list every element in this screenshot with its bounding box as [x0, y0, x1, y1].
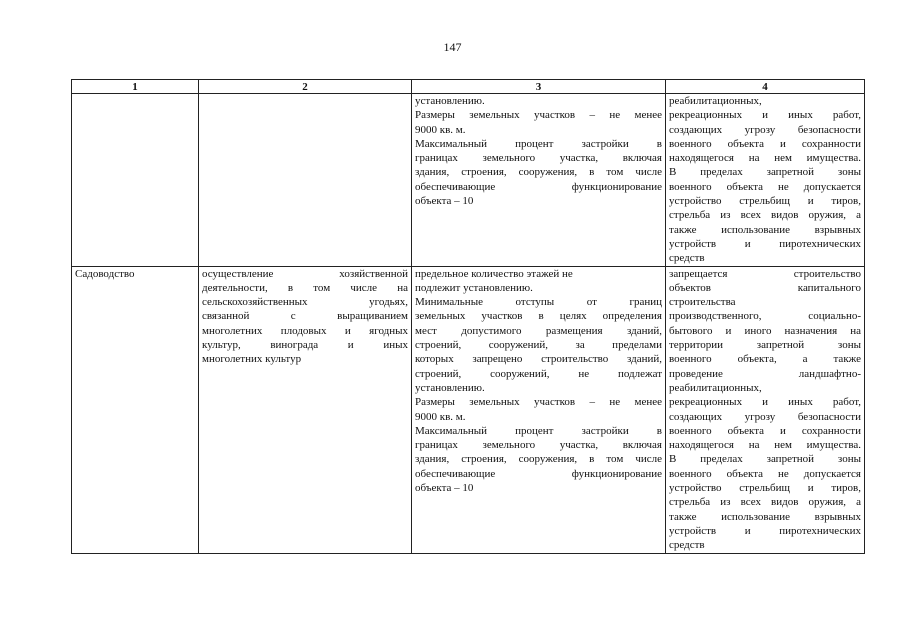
cell-text-line: объекта – 10 [415, 482, 474, 495]
cell-text-line: объекта – 10 [415, 195, 474, 208]
cell-text-line: которых запрещено строительство зданий, [415, 353, 662, 366]
cell-text-line: объектов капитального [669, 281, 861, 294]
cell-text-line: производственного, социально- [669, 310, 861, 323]
row2-col4 [666, 266, 865, 553]
cell-text-line: мест допустимого размещения зданий, [415, 324, 662, 337]
table-row [72, 266, 865, 553]
cell-text-line: бытового и иного назначения на [669, 324, 861, 337]
cell-text-line: 9000 кв. м. [415, 410, 466, 423]
cell-text-line: также использование взрывных [669, 510, 861, 523]
cell-text-line: находящегося на нем имущества. [669, 152, 861, 165]
cell-text-line: рекреационных и иных работ, [669, 109, 861, 122]
row1-col2 [199, 94, 412, 267]
cell-text-line: Размеры земельных участков – не менее [415, 396, 662, 409]
table-row [72, 94, 865, 267]
cell-text-line: сельскохозяйственных угодьях, [202, 296, 408, 309]
cell-text-line: устройство стрельбищ и тиров, [669, 482, 861, 495]
row1-col4 [666, 94, 865, 267]
cell-text-line: военного объекта не допускается [669, 467, 861, 480]
cell-text-line: В пределах запретной зоны [669, 453, 861, 466]
cell-text-line: также использование взрывных [669, 223, 861, 236]
cell-text-line: средств [669, 252, 705, 265]
cell-text-line: предельное количество этажей не [415, 267, 573, 280]
cell-text-line: устройство стрельбищ и тиров, [669, 195, 861, 208]
cell-text-line: здания, строения, сооружения, в том числе [415, 166, 662, 179]
cell-text-line: военного объекта и сохранности [669, 424, 861, 437]
cell-text-line: военного объекта не допускается [669, 180, 861, 193]
header-col-2: 2 [199, 80, 412, 94]
cell-text-line: деятельности, в том числе на [202, 281, 408, 294]
cell-text-line: реабилитационных, [669, 95, 762, 107]
cell-text-line: Размеры земельных участков – не менее [415, 109, 662, 122]
cell-text-line: связанной с выращиванием [202, 310, 408, 323]
cell-text-line: территории запретной зоны [669, 339, 861, 352]
cell-text-line: создающих угрозу безопасности [669, 123, 861, 136]
zoning-table [71, 79, 865, 554]
cell-text-line: В пределах запретной зоны [669, 166, 861, 179]
cell-text-line: военного объекта, а также [669, 353, 861, 366]
cell-text-line: Максимальный процент застройки в [415, 137, 662, 150]
cell-text-line: строений, сооружений, за пределами [415, 339, 662, 352]
cell-text-line: стрельба из всех видов оружия, а [669, 209, 861, 222]
row2-col3 [412, 266, 666, 553]
cell-text-line: обеспечивающие функционирование [415, 467, 662, 480]
row2-col2 [199, 266, 412, 553]
cell-text-line: средств [669, 539, 705, 552]
cell-text-line: границах земельного участка, включая [415, 439, 662, 452]
page-number: 147 [443, 40, 462, 54]
cell-text-line: строительства [669, 296, 736, 309]
row1-col3 [412, 94, 666, 267]
cell-text-line: обеспечивающие функционирование [415, 180, 662, 193]
cell-text-line: стрельба из всех видов оружия, а [669, 496, 861, 509]
cell-text-line: военного объекта и сохранности [669, 137, 861, 150]
cell-text-line: здания, строения, сооружения, в том числе [415, 453, 662, 466]
cell-text-line: рекреационных и иных работ, [669, 396, 861, 409]
row2-col1: Садоводство [72, 266, 199, 553]
cell-text-line: находящегося на нем имущества. [669, 439, 861, 452]
cell-text-line: культур, винограда и иных [202, 339, 408, 352]
cell-text-line: запрещается строительство [669, 267, 861, 280]
cell-text-line: границах земельного участка, включая [415, 152, 662, 165]
cell-text-line: создающих угрозу безопасности [669, 410, 861, 423]
cell-text-line: Минимальные отступы от границ [415, 296, 662, 309]
cell-text-line: Максимальный процент застройки в [415, 424, 662, 437]
cell-text-line: установлению. [415, 381, 485, 394]
cell-text-line: многолетних культур [202, 353, 302, 366]
cell-text-line: проведение ландшафтно- [669, 367, 861, 380]
cell-text-line: многолетних плодовых и ягодных [202, 324, 408, 337]
cell-text-line: устройств и пиротехнических [669, 237, 861, 250]
header-col-4: 4 [666, 80, 865, 94]
cell-text-line: осуществление хозяйственной [202, 267, 408, 280]
cell-text-line: 9000 кв. м. [415, 123, 466, 136]
cell-text-line: подлежит установлению. [415, 281, 533, 294]
cell-text-line: земельных участков в целях определения [415, 310, 662, 323]
cell-text-line: реабилитационных, [669, 381, 762, 394]
header-col-1: 1 [72, 80, 199, 94]
table-header-row [72, 80, 865, 94]
cell-text-line: установлению. [415, 95, 485, 107]
cell-text-line: устройств и пиротехнических [669, 524, 861, 537]
header-col-3: 3 [412, 80, 666, 94]
cell-text-line: строений, сооружений, не подлежат [415, 367, 662, 380]
row1-col1 [72, 94, 199, 267]
